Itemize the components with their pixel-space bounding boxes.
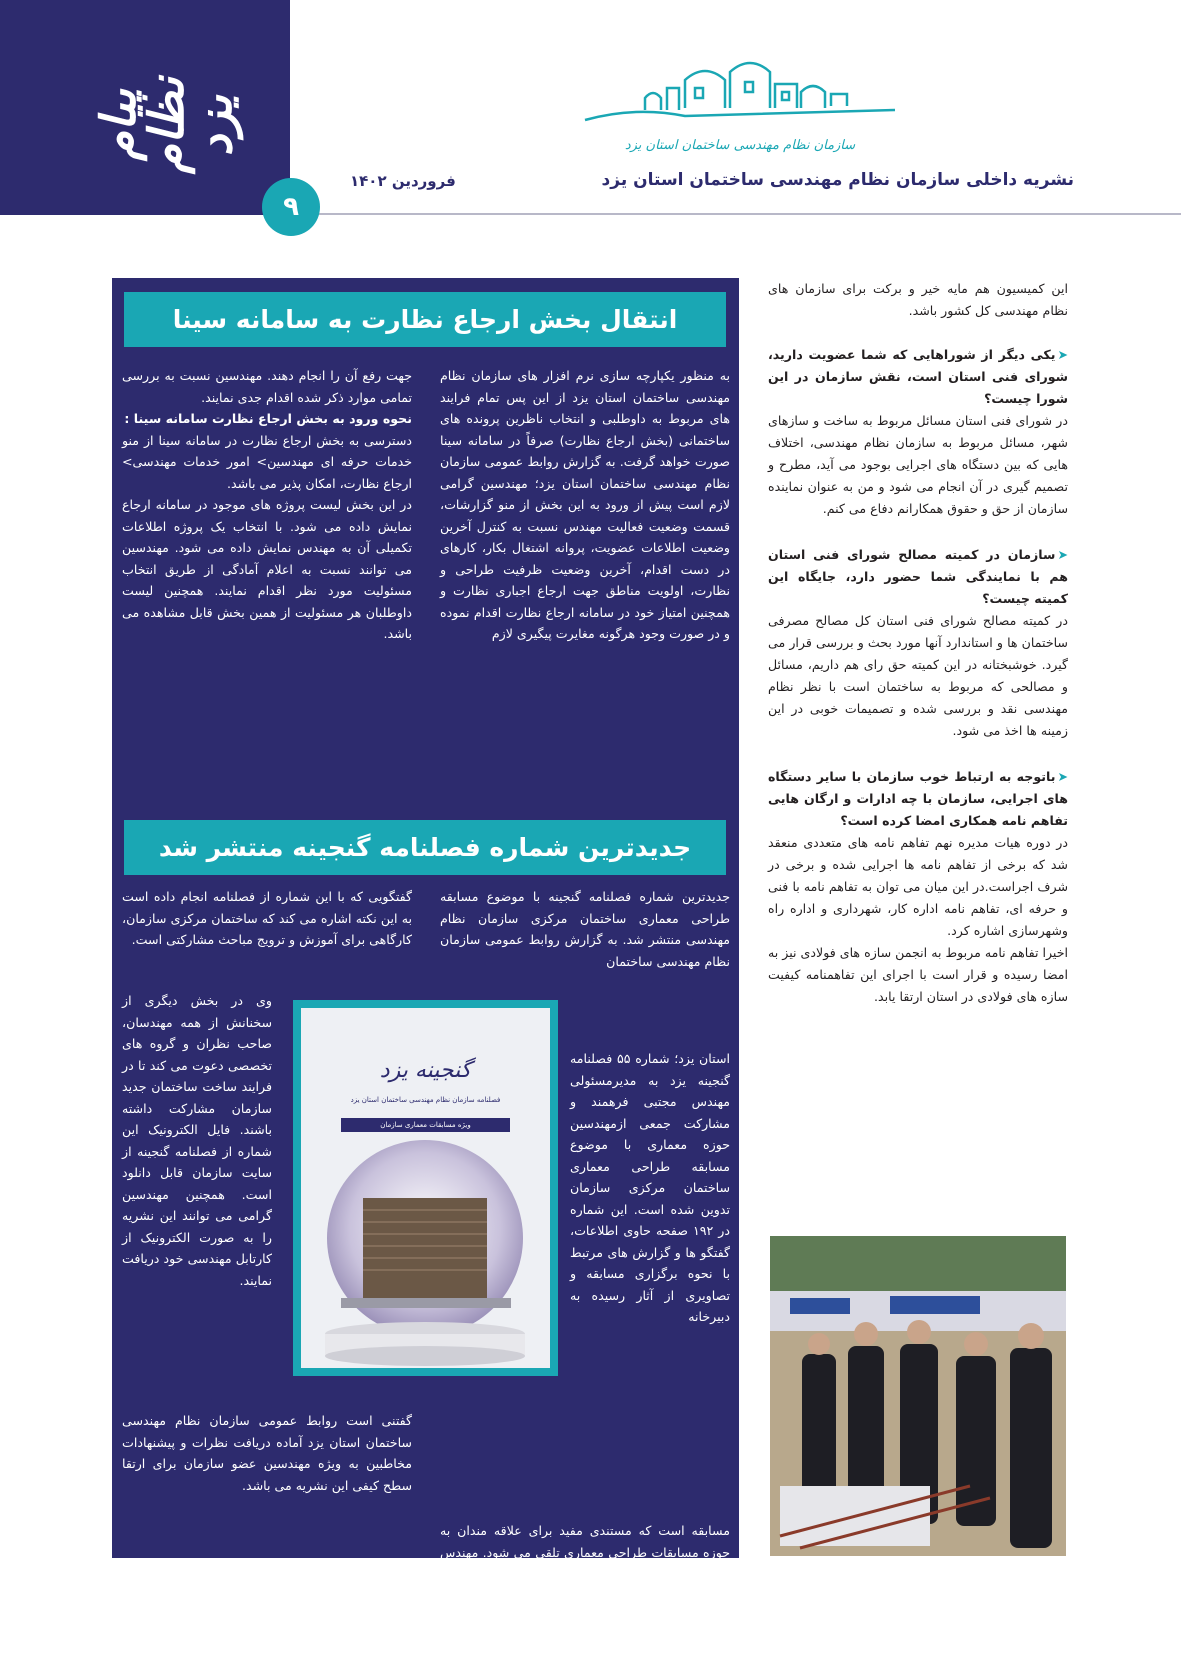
brand-logotype: پیام نظام یزد bbox=[91, 76, 243, 174]
cover-building-illustration bbox=[301, 1138, 550, 1368]
article1-paragraph-1: دسترسی به بخش ارجاع نظارت در سامانه سینا از منو خدمات حرفه ای مهندسین> امور خدمات مهندسی> ارجاع نظارت، امکان پذیر می باشد. bbox=[122, 432, 412, 491]
article1-paragraph-2: در این بخش لیست پروژه های موجود در سامانه ارجاع نمایش داده می شود. با انتخاب یک پروژه اطلاعات تکمیلی آن به مهندس نمایش داده می شود. مهندسین می توانند نسبت به اعلام آمادگی از طریق انتخاب مسئولیت مورد نظر اقدام نمایند. همچنین لیست داوطلبان هر مسئولیت از همین بخش قابل مشاهده می باشد. bbox=[122, 497, 412, 641]
answer-2: در کمیته مصالح شورای فنی استان کل مصالح مصرفی ساختمان ها و استاندارد آنها مورد بحث و بررسی قرار می گیرد. خوشبختانه در این کمیته حق رای هم داریم، مسائل و مصالحی که مربوط به ساختمان است با نظر نظام مهندسی نقد و بررسی شده و تصمیمات خوبی در این زمینه ها اخذ می شود. bbox=[768, 613, 1068, 738]
question-2: ➤سازمان در کمیته مصالح شورای فنی استان هم با نمایندگی شما حضور دارد، جایگاه این کمیته چیست؟ bbox=[768, 547, 1068, 606]
cover-subtitle: فصلنامه سازمان نظام مهندسی ساختمان استان یزد bbox=[350, 1096, 501, 1104]
logo-caption: سازمان نظام مهندسی ساختمان استان یزد bbox=[624, 138, 856, 153]
bullet-arrow-icon: ➤ bbox=[1057, 769, 1068, 784]
question-1: ➤یکی دیگر از شوراهایی که شما عضویت دارید، شورای فنی استان است، نقش سازمان در این شورا چیست؟ bbox=[768, 347, 1068, 406]
article1-body-left bbox=[122, 365, 412, 645]
bullet-arrow-icon: ➤ bbox=[1057, 347, 1068, 362]
interview-column bbox=[768, 278, 1068, 1032]
magazine-cover bbox=[301, 1008, 550, 1368]
answer-1: در شورای فنی استان مسائل مربوط به ساخت و سازهای شهر، مسائل مربوط به سازمان نظام مهندسی، اختلاف هایی که بین دستگاه های اجرایی بوجود می آید، مطرح و تصمیم گیری در آن انجام می شود و من به عنوان نماینده سازمان از حق و حقوق همکارانم دفاع می کنم. bbox=[768, 413, 1068, 516]
issue-date: فروردین ۱۴۰۲ bbox=[350, 172, 456, 190]
article2-body-top-left: گفتگویی که با این شماره از فصلنامه انجام داده است به این نکته اشاره می کند که ساختمان مرکزی سازمان، کارگاهی برای آموزش و ترویج مباحث مشارکتی است. bbox=[122, 889, 412, 947]
bullet-arrow-icon: ➤ bbox=[1057, 547, 1068, 562]
article2-body-bottom-right: مسابقه است که مستندی مفید برای علاقه مندان به حوزه مسابقات طراحی معماری تلقی می شود. مهندس فرهمند، رئیس سازمان نظام مهندسی ساختمان استان یزد دربخشی از bbox=[440, 1523, 730, 1603]
article2-body-top-right: جدیدترین شماره فصلنامه گنجینه با موضوع مسابقه طراحی معماری ساختمان مرکزی سازمان نظام مهندسی منتشر شد. به گزارش روابط عمومی سازمان نظام مهندسی ساختمان bbox=[440, 889, 730, 969]
article2-body-narrow: استان یزد؛ شماره ۵۵ فصلنامه گنجینه یزد به مدیرمسئولی مهندس مجتبی فرهمند و مشارکت جمعی ازمهندسین حوزه معماری با موضوع مسابقه طراحی معماری ساختمان مرکزی سازمان تدوین شده است. این شماره در ۱۹۲ صفحه حاوی اطلاعات، گفتگو ها و گزارش های مرتبط با نحوه برگزاری مسابقه و تصاویری از آثار رسیده به دبیرخانه bbox=[570, 1051, 731, 1324]
answer-3: در دوره هیات مدیره نهم تفاهم نامه های متعددی منعقد شد که برخی از تفاهم نامه ها اجرایی شده و برخی در شرف اجراست.در این میان می توان به تفاهم نامه با فنی و حرفه ای، تفاهم نامه اداره کار، شهرداری و اداره راه وشهرسازی اشاره کرد. bbox=[768, 835, 1068, 938]
article1-body-right: به منظور یکپارچه سازی نرم افزار های سازمان نظام مهندسی ساختمان استان یزد از این پس تمام فرایند های مربوط به داوطلبی و انتخاب ناظرین پرونده های ساختمانی (بخش ارجاع نظارت) صرفاً در سامانه سینا صورت خواهد گرفت. به گزارش روابط عمومی سازمان نظام مهندسی ساختمان استان یزد؛ مهندسین گرامی لازم است پیش از ورود به این بخش از منو گزارشات، قسمت وضعیت فعالیت مهندس نسبت به کنترل آخرین وضعیت اطلاعات عضویت، پروانه اشتغال بکار، کارهای در دست اقدام، آخرین وضعیت ظرفیت طراحی و نظارت، اولویت مناطق جهت ارجاع اجباری نظارت و همچنین امتیاز خود در سامانه ارجاع نظارت اقدام نموده و در صورت وجود هرگونه مغایرت پیگیری لازم bbox=[440, 368, 730, 641]
cover-logo: گنجینه یزد bbox=[379, 1058, 472, 1083]
page-number-badge: ۹ bbox=[262, 178, 320, 236]
interview-intro: این کمیسیون هم مایه خیر و برکت برای سازمان های نظام مهندسی کل کشور باشد. bbox=[768, 281, 1068, 318]
header-corner-band bbox=[0, 0, 290, 215]
article1-subhead: نحوه ورود به بخش ارجاع نظارت سامانه سینا : bbox=[124, 411, 412, 426]
article2-headline: جدیدترین شماره فصلنامه گنجینه منتشر شد bbox=[124, 820, 726, 875]
question-3: ➤باتوجه به ارتباط خوب سازمان با سایر دستگاه های اجرایی، سازمان با چه ادارات و ارگان هایی تفاهم نامه همکاری امضا کرده است؟ bbox=[768, 769, 1068, 828]
article2-body-mid-left: وی در بخش دیگری از سخنانش از همه مهندسان، صاحب نظران و گروه های تخصصی دعوت می کند تا در فرایند ساخت ساختمان جدید سازمان مشارکت داشته باشند. فایل الکترونیک این شماره از فصلنامه گنجینه از سایت سازمان قابل دانلود است. همچنین مهندسین گرامی می توانند این نشریه را به صورت الکترونیک از کارتابل مهندسی خود دریافت نمایند. bbox=[122, 993, 272, 1288]
publication-title: نشریه داخلی سازمان نظام مهندسی ساختمان استان یزد bbox=[601, 170, 1074, 190]
header-divider bbox=[290, 213, 1181, 215]
event-photo bbox=[770, 1236, 1066, 1556]
cover-band: ویژه مسابقات معماری سازمان bbox=[341, 1118, 510, 1132]
article1-headline: انتقال بخش ارجاع نظارت به سامانه سینا bbox=[124, 292, 726, 347]
article2-body-bottom-left: گفتنی است روابط عمومی سازمان نظام مهندسی ساختمان استان یزد آماده دریافت نظرات و پیشنهادات مخاطبین به ویژه مهندسین عضو سازمان برای ارتقا سطح کیفی این نشریه می باشد. bbox=[122, 1413, 412, 1493]
answer-3-continued: اخیرا تفاهم نامه مربوط به انجمن سازه های فولادی نیز به امضا رسیده و قرار است با اجرای این تفاهمنامه کیفیت سازه های فولادی در استان ارتقا یابد. bbox=[768, 945, 1068, 1004]
article1-intro: جهت رفع آن را انجام دهند. مهندسین نسبت به بررسی تمامی موارد ذکر شده اقدام جدی نمایند. bbox=[122, 368, 412, 405]
